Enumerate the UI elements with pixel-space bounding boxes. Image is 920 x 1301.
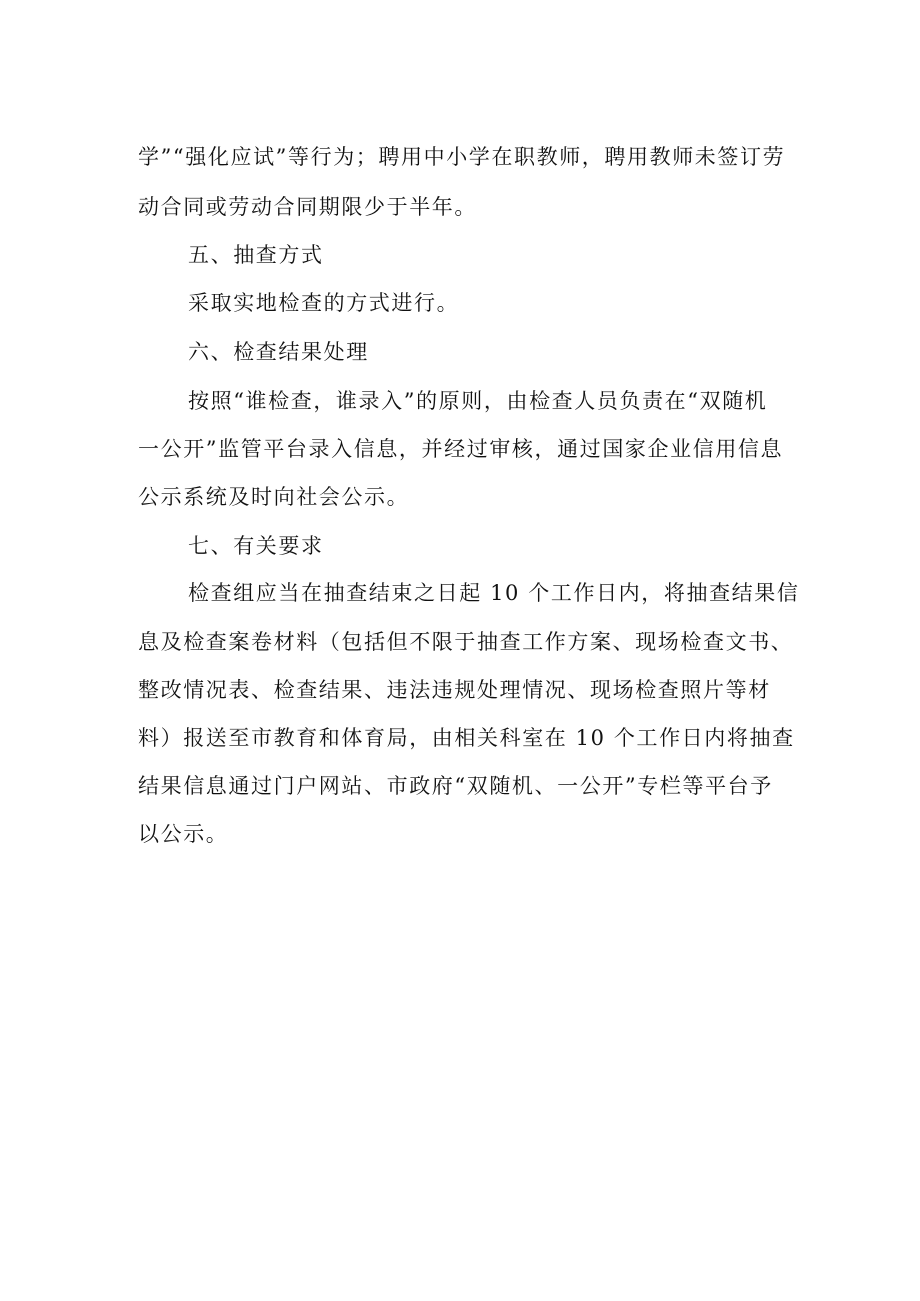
paragraph-line: 检查组应当在抽查结束之日起 10 个工作日内，将抽查结果信 bbox=[188, 581, 800, 605]
paragraph-line: 动合同或劳动合同期限少于半年。 bbox=[138, 195, 477, 219]
paragraph-line: 料）报送至市教育和体育局，由相关科室在 10 个工作日内将抽查 bbox=[138, 726, 795, 750]
paragraph-line: 一公开”监管平台录入信息，并经过审核，通过国家企业信用信息 bbox=[138, 437, 784, 461]
paragraph-line: 按照“谁检查，谁录入”的原则，由检查人员负责在“双随机 bbox=[188, 389, 768, 413]
paragraph-line: 息及检查案卷材料（包括但不限于抽查工作方案、现场检查文书、 bbox=[138, 630, 794, 654]
paragraph-line: 采取实地检查的方式进行。 bbox=[188, 291, 460, 315]
paragraph-line: 整改情况表、检查结果、违法违规处理情况、现场检查照片等材 bbox=[138, 678, 771, 702]
paragraph-line: 学”“强化应试”等行为；聘用中小学在职教师，聘用教师未签订劳 bbox=[138, 145, 786, 169]
section-heading: 五、抽查方式 bbox=[188, 243, 324, 267]
paragraph-line: 公示系统及时向社会公示。 bbox=[138, 485, 410, 509]
section-heading: 七、有关要求 bbox=[188, 534, 324, 558]
section-heading: 六、检查结果处理 bbox=[188, 340, 369, 364]
paragraph-line: 以公示。 bbox=[138, 822, 229, 846]
paragraph-line: 结果信息通过门户网站、市政府“双随机、一公开”专栏等平台予 bbox=[138, 774, 773, 798]
